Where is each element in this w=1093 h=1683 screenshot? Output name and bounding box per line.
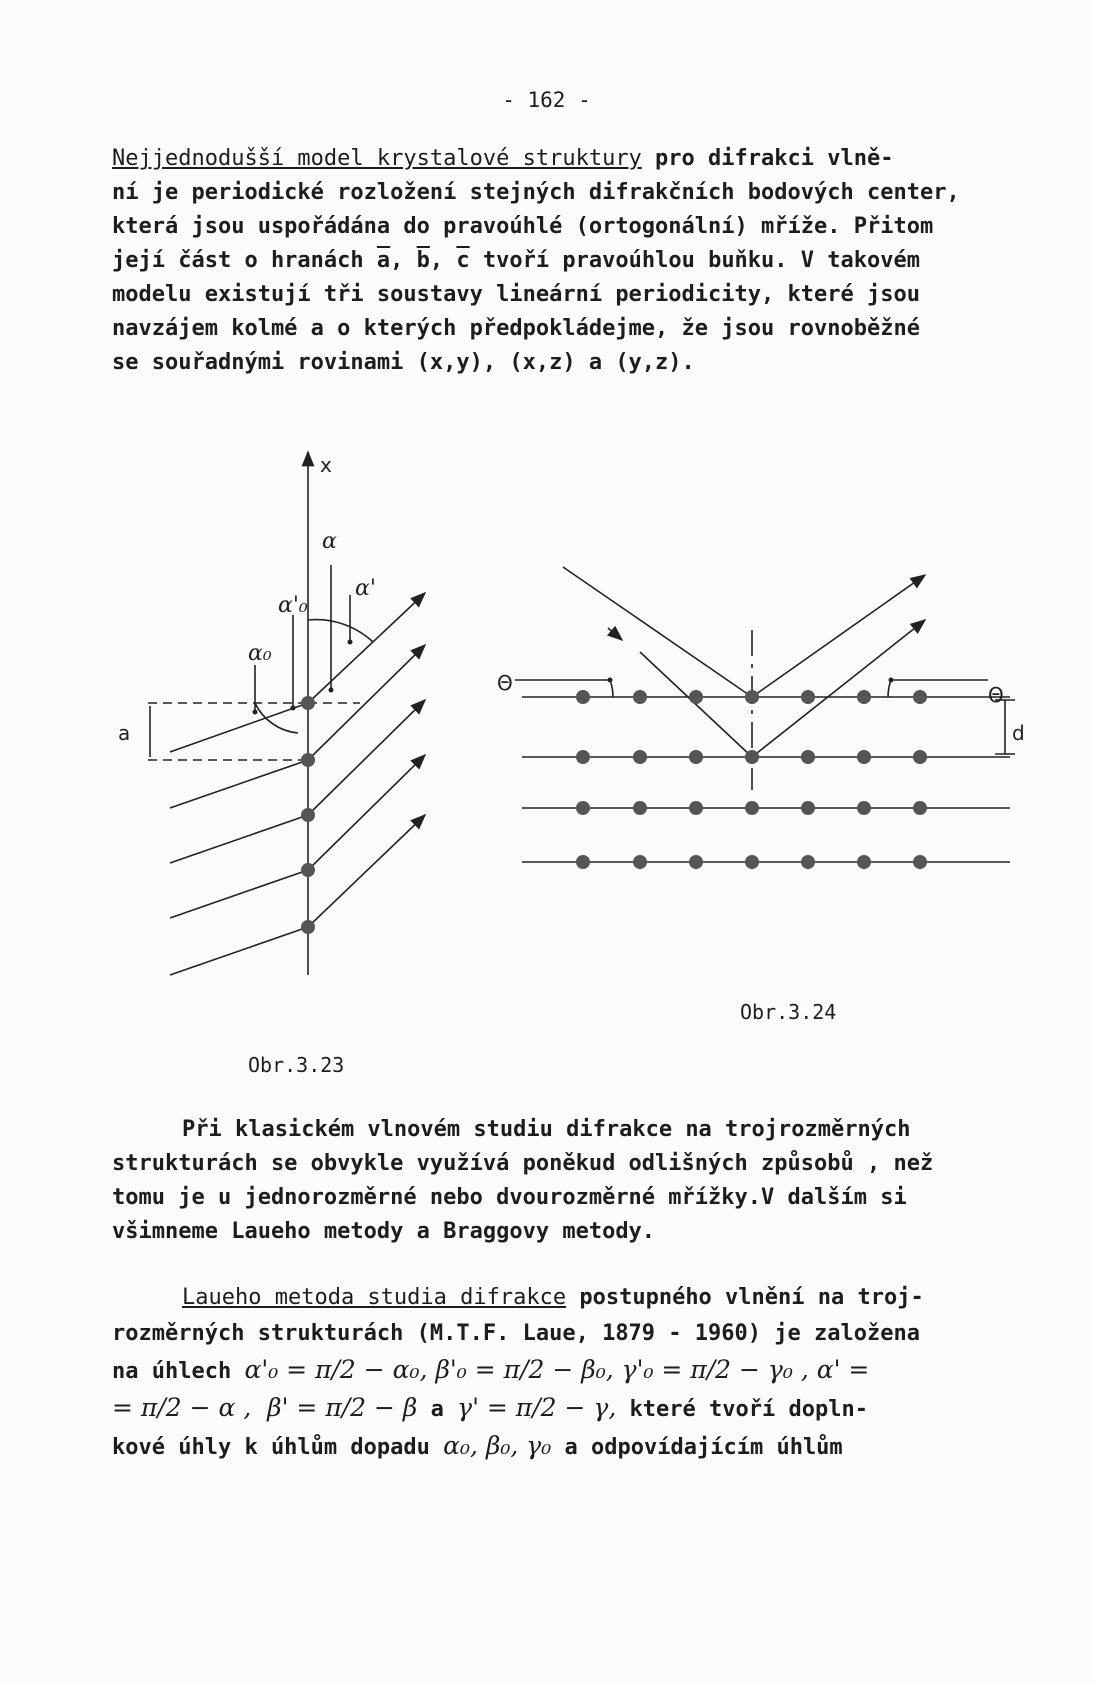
vector-c: $\overline{c}$ <box>456 248 470 273</box>
heading-underlined: Laueho metoda studia difrakce <box>182 1285 567 1310</box>
math-expression: γ' = π/2 − γ, <box>457 1393 617 1422</box>
alpha-prime-label: α' <box>355 576 376 601</box>
lattice-point <box>857 750 871 764</box>
alpha-label: α <box>322 529 337 554</box>
angle-arc <box>308 620 373 642</box>
lattice-point <box>913 690 927 704</box>
lattice-point <box>857 690 871 704</box>
lattice-point <box>633 855 647 869</box>
diffracted-ray <box>308 700 425 815</box>
theta-right-label: Θ <box>988 683 1004 707</box>
dot <box>291 706 296 711</box>
theta-arc <box>888 680 891 697</box>
text-line: rozměrných strukturách (M.T.F. Laue, 1879 - 1960) je založena <box>112 1321 920 1346</box>
lattice-point <box>857 801 871 815</box>
text-line: všimneme Laueho metody a Braggovy metody. <box>112 1219 656 1244</box>
diffracted-ray <box>308 815 425 927</box>
lattice-point <box>745 855 759 869</box>
lattice-point <box>801 690 815 704</box>
text-line: strukturách se obvykle využívá poněkud odlišných způsobů , než <box>112 1151 934 1176</box>
alpha-0-prime-label: α'₀ <box>278 593 308 618</box>
math-expression: α₀, β₀, γ₀ <box>443 1431 552 1460</box>
text-line: Při klasickém vlnovém studiu difrakce na trojrozměrných <box>182 1117 911 1142</box>
paragraph-crystal-model: Nejjednodušší model krystalové struktury pro difrakci vlně- ní je periodické rozložení stejných difrakčních bodových center, která jsou uspořádána do pravoúhlé (ortogonální) mříže. Přitom její část o hranách $\overline{a}$, $\overline{b}$, $\overline{c}$ tvoří pravoúhlou buňku. V takovém modelu existují tři soustavy lineární periodicity, které jsou navzájem kolmé a o kterých předpokládejme, že jsou rovnoběžné se souřadnými rovinami (x,y), (x,z) a (y,z). <box>112 142 1042 380</box>
vector-a: $\overline{a}$ <box>376 248 391 273</box>
incident-ray <box>170 870 308 918</box>
lattice-point <box>301 808 315 822</box>
lattice-point <box>301 696 315 710</box>
text-span: které tvoří dopln- <box>616 1397 868 1422</box>
lattice-point <box>633 750 647 764</box>
text-line: ní je periodické rozložení stejných difrakčních bodových center, <box>112 180 960 205</box>
text-span: postupného vlnění na troj- <box>566 1285 924 1310</box>
page-number: - 162 - <box>502 88 591 112</box>
math-expression: α'₀ = π/2 − α₀, β'₀ = π/2 − β₀, γ'₀ = π/2 − γ₀ , α' = <box>244 1355 870 1384</box>
lattice-point <box>689 855 703 869</box>
lattice-point <box>576 855 590 869</box>
heading-underlined: Nejjednodušší model krystalové struktury <box>112 146 642 171</box>
incident-ray <box>170 927 308 975</box>
incident-ray <box>170 703 308 752</box>
lattice-point <box>857 855 871 869</box>
ray-arrowhead <box>608 628 622 640</box>
text-span: pro difrakci vlně- <box>641 146 894 171</box>
text-span: kové úhly k úhlům dopadu <box>112 1435 444 1460</box>
incident-ray <box>563 567 752 697</box>
dot <box>253 710 258 715</box>
text-span: a <box>417 1397 458 1422</box>
spacing-d-label: d <box>1012 721 1025 745</box>
lattice-point <box>689 750 703 764</box>
lattice-point <box>633 690 647 704</box>
diffracted-ray <box>308 755 425 870</box>
diffracted-ray <box>308 593 425 703</box>
text-line: která jsou uspořádána do pravoúhlé (ortogonální) mříže. Přitom <box>112 214 934 239</box>
axis-x-label: x <box>320 453 332 477</box>
lattice-point <box>301 753 315 767</box>
paragraph-laue-method <box>112 1280 1042 1466</box>
text-span: její část o hranách <box>112 248 377 273</box>
lattice-point <box>633 801 647 815</box>
reflected-ray <box>752 575 925 697</box>
lattice-point <box>913 801 927 815</box>
lattice-point <box>913 750 927 764</box>
spacing-a-label: a <box>118 721 131 745</box>
lattice-point <box>301 920 315 934</box>
lattice-point <box>913 855 927 869</box>
reflected-ray <box>752 620 925 757</box>
lattice-point <box>745 690 759 704</box>
incident-ray <box>170 815 308 863</box>
lattice-point <box>801 750 815 764</box>
lattice-point <box>576 690 590 704</box>
figure-caption-3-23: Obr.3.23 <box>248 1053 345 1077</box>
alpha-0-label: α₀ <box>248 641 272 666</box>
text-span: a odpovídajícím úhlům <box>551 1435 843 1460</box>
text-line: tomu je u jednorozměrné nebo dvourozměrné mřížky.V dalším si <box>112 1185 907 1210</box>
theta-left-label: Θ <box>497 671 513 695</box>
paragraph-wave-study <box>112 1113 1042 1249</box>
text-span: na úhlech <box>112 1359 245 1384</box>
dot <box>329 688 334 693</box>
dot <box>348 640 353 645</box>
figure-3-24 <box>515 567 1015 862</box>
incident-ray <box>640 652 752 757</box>
dot <box>608 678 613 683</box>
theta-arc <box>610 680 613 697</box>
lattice-point <box>301 863 315 877</box>
lattice-point <box>576 750 590 764</box>
lattice-point <box>745 801 759 815</box>
lattice-point <box>689 690 703 704</box>
dot <box>889 678 894 683</box>
lattice-point <box>745 750 759 764</box>
math-expression: = π/2 − α , β' = π/2 − β <box>112 1393 418 1422</box>
lattice-point <box>689 801 703 815</box>
incident-ray <box>170 760 308 808</box>
lattice-point <box>576 801 590 815</box>
text-line: navzájem kolmé a o kterých předpokládejme, že jsou rovnoběžné <box>112 316 920 341</box>
figure-caption-3-24: Obr.3.24 <box>740 1000 837 1024</box>
lattice-point <box>801 855 815 869</box>
text-line: modelu existují tři soustavy lineární periodicity, které jsou <box>112 282 920 307</box>
vector-b: $\overline{b}$ <box>416 248 430 273</box>
text-span: tvoří pravoúhlou buňku. V takovém <box>469 248 920 273</box>
lattice-point <box>801 801 815 815</box>
text-line: se souřadnými rovinami (x,y), (x,z) a (y,z). <box>112 350 695 375</box>
figure-3-23 <box>148 452 425 975</box>
